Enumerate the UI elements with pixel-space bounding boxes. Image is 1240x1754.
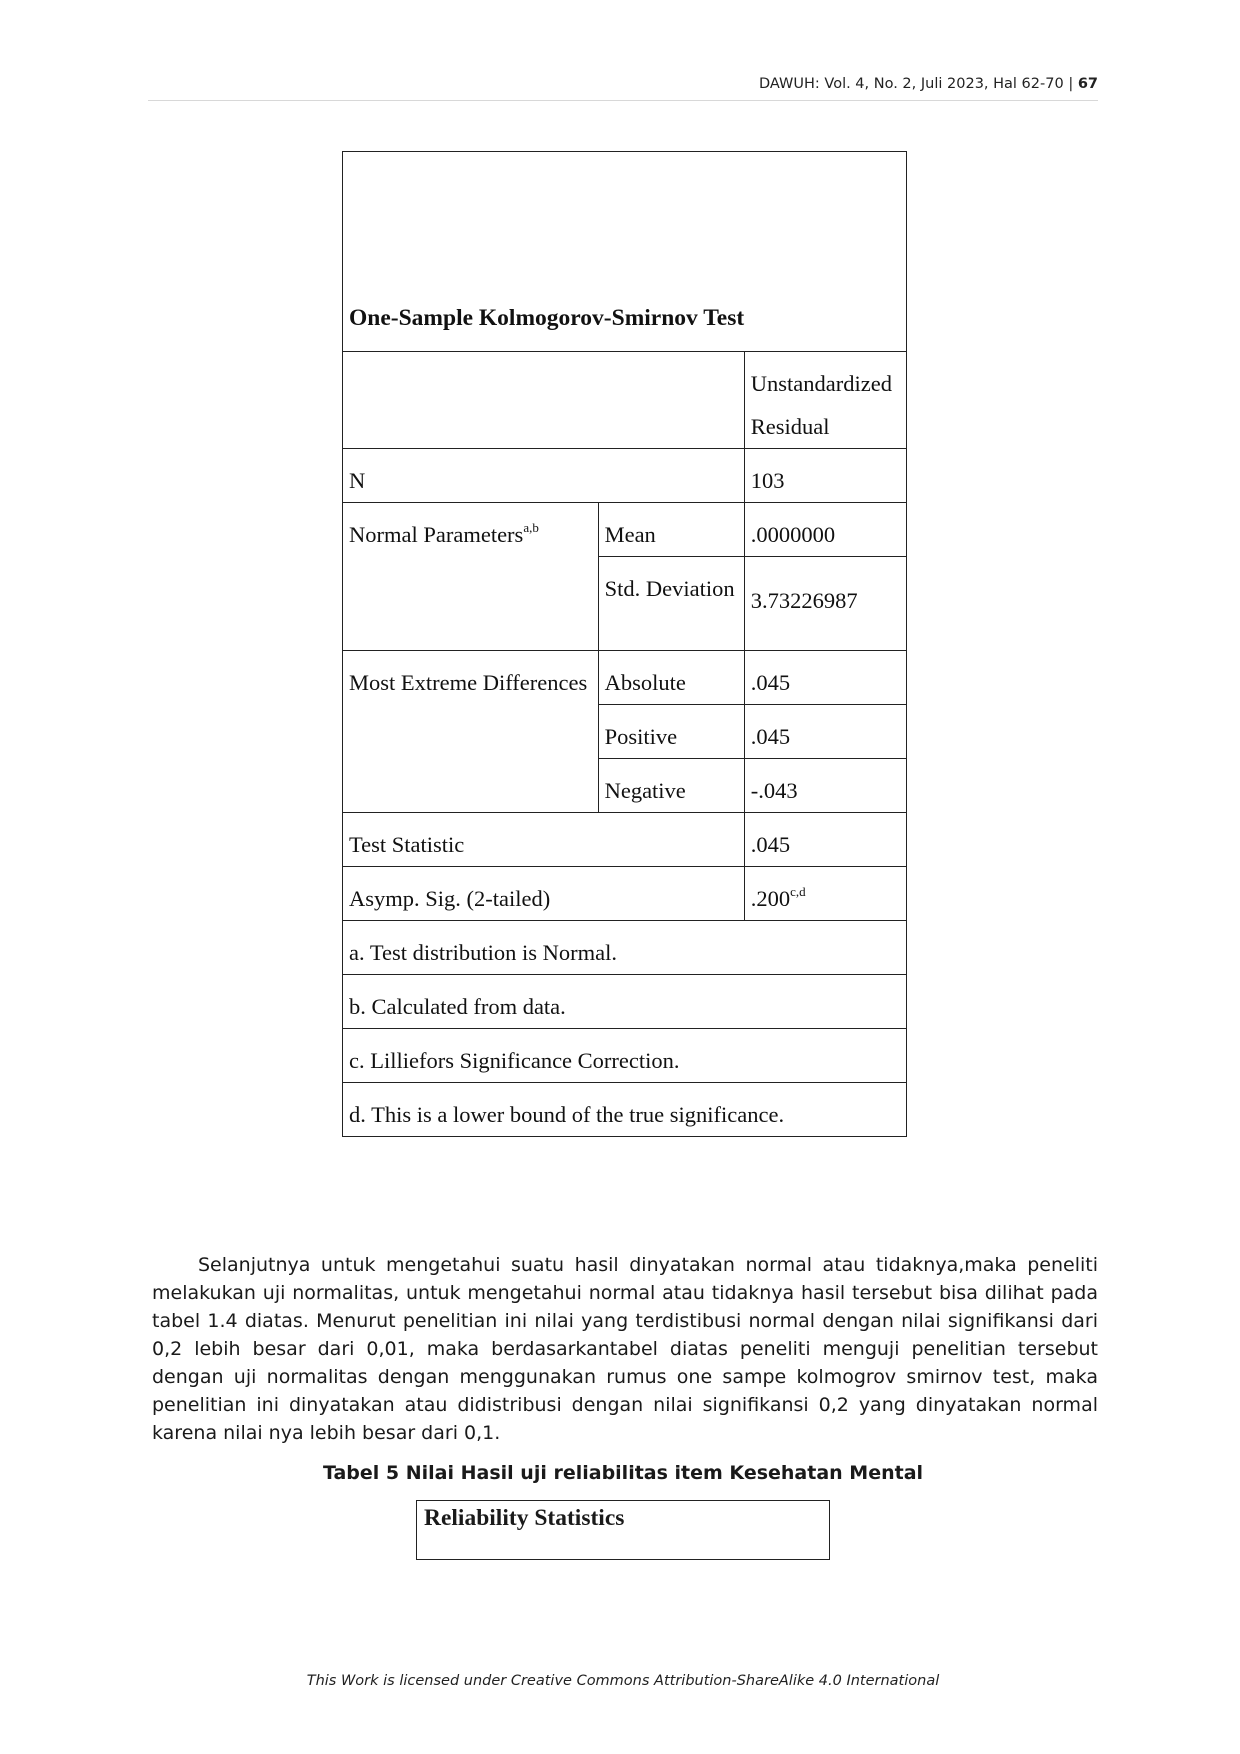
- asymp-footnote: c,d: [790, 884, 806, 899]
- ks-test-table: [342, 151, 907, 1137]
- ks-asymp-label: Asymp. Sig. (2-tailed): [343, 867, 745, 921]
- table5-caption: Tabel 5 Nilai Hasil uji reliabilitas item Kesehatan Mental: [322, 1462, 924, 1484]
- ks-std-label: Std. Deviation: [598, 557, 744, 651]
- ks-n-label: N: [343, 449, 745, 503]
- ks-negative-value: -.043: [744, 759, 906, 813]
- license-footer: This Work is licensed under Creative Commons Attribution-ShareAlike 4.0 International: [306, 1673, 940, 1689]
- ks-normal-params-label: Normal Parameters$^{a,b}$: [343, 503, 599, 651]
- ks-test-stat-label: Test Statistic: [343, 813, 745, 867]
- ks-note-a: a. Test distribution is Normal.: [343, 921, 907, 975]
- ks-absolute-value: .045: [744, 651, 906, 705]
- ks-note-d: d. This is a lower bound of the true significance.: [343, 1083, 907, 1137]
- ks-note-b: b. Calculated from data.: [343, 975, 907, 1029]
- paragraph-text: Selanjutnya untuk mengetahui suatu hasil dinyatakan normal atau tidaknya,maka peneliti melakukan uji normalitas, untuk mengetahui normal atau tidaknya hasil tersebut bisa dilihat pada tabel 1.4 diatas. Menurut penelitian ini nilai yang terdistibusi normal dengan nilai signifikansi dari 0,2 lebih besar dari 0,01, maka berdasarkantabel diatas peneliti menguji penelitian tersebut dengan uji normalitas dengan menggunakan rumus one sampe kolmogrov smirnov test, maka penelitian ini dinyatakan atau didistribusi dengan nilai signifikansi 0,2 yang dinyatakan normal karena nilai nya lebih besar dari 0,1.: [152, 1254, 1098, 1444]
- page-number: 67: [1077, 76, 1098, 92]
- ks-std-value: 3.73226987: [744, 557, 906, 651]
- body-paragraph: [152, 1251, 1098, 1447]
- ks-positive-label: Positive: [598, 705, 744, 759]
- ks-asymp-value: .200$^{c,d}$: [744, 867, 906, 921]
- ks-negative-label: Negative: [598, 759, 744, 813]
- journal-citation: DAWUH: Vol. 4, No. 2, Juli 2023, Hal 62-70: [759, 76, 1064, 92]
- reliability-statistics-title: Reliability Statistics: [424, 1505, 625, 1531]
- ks-mean-label: Mean: [598, 503, 744, 557]
- header-separator: |: [1068, 76, 1074, 92]
- ks-absolute-label: Absolute: [598, 651, 744, 705]
- header-divider: [148, 100, 1098, 101]
- ks-positive-value: .045: [744, 705, 906, 759]
- ks-mean-value: .0000000: [744, 503, 906, 557]
- ks-header-empty: [343, 352, 745, 449]
- ks-table-title: One-Sample Kolmogorov-Smirnov Test: [343, 152, 907, 352]
- ks-column-header: Unstandardized Residual: [744, 352, 906, 449]
- ks-extreme-label: Most Extreme Differences: [343, 651, 599, 813]
- running-header: [148, 76, 1098, 92]
- normal-params-footnote: a,b: [523, 520, 539, 535]
- ks-n-value: 103: [744, 449, 906, 503]
- reliability-statistics-table: [416, 1500, 830, 1560]
- ks-note-c: c. Lilliefors Significance Correction.: [343, 1029, 907, 1083]
- ks-test-stat-value: .045: [744, 813, 906, 867]
